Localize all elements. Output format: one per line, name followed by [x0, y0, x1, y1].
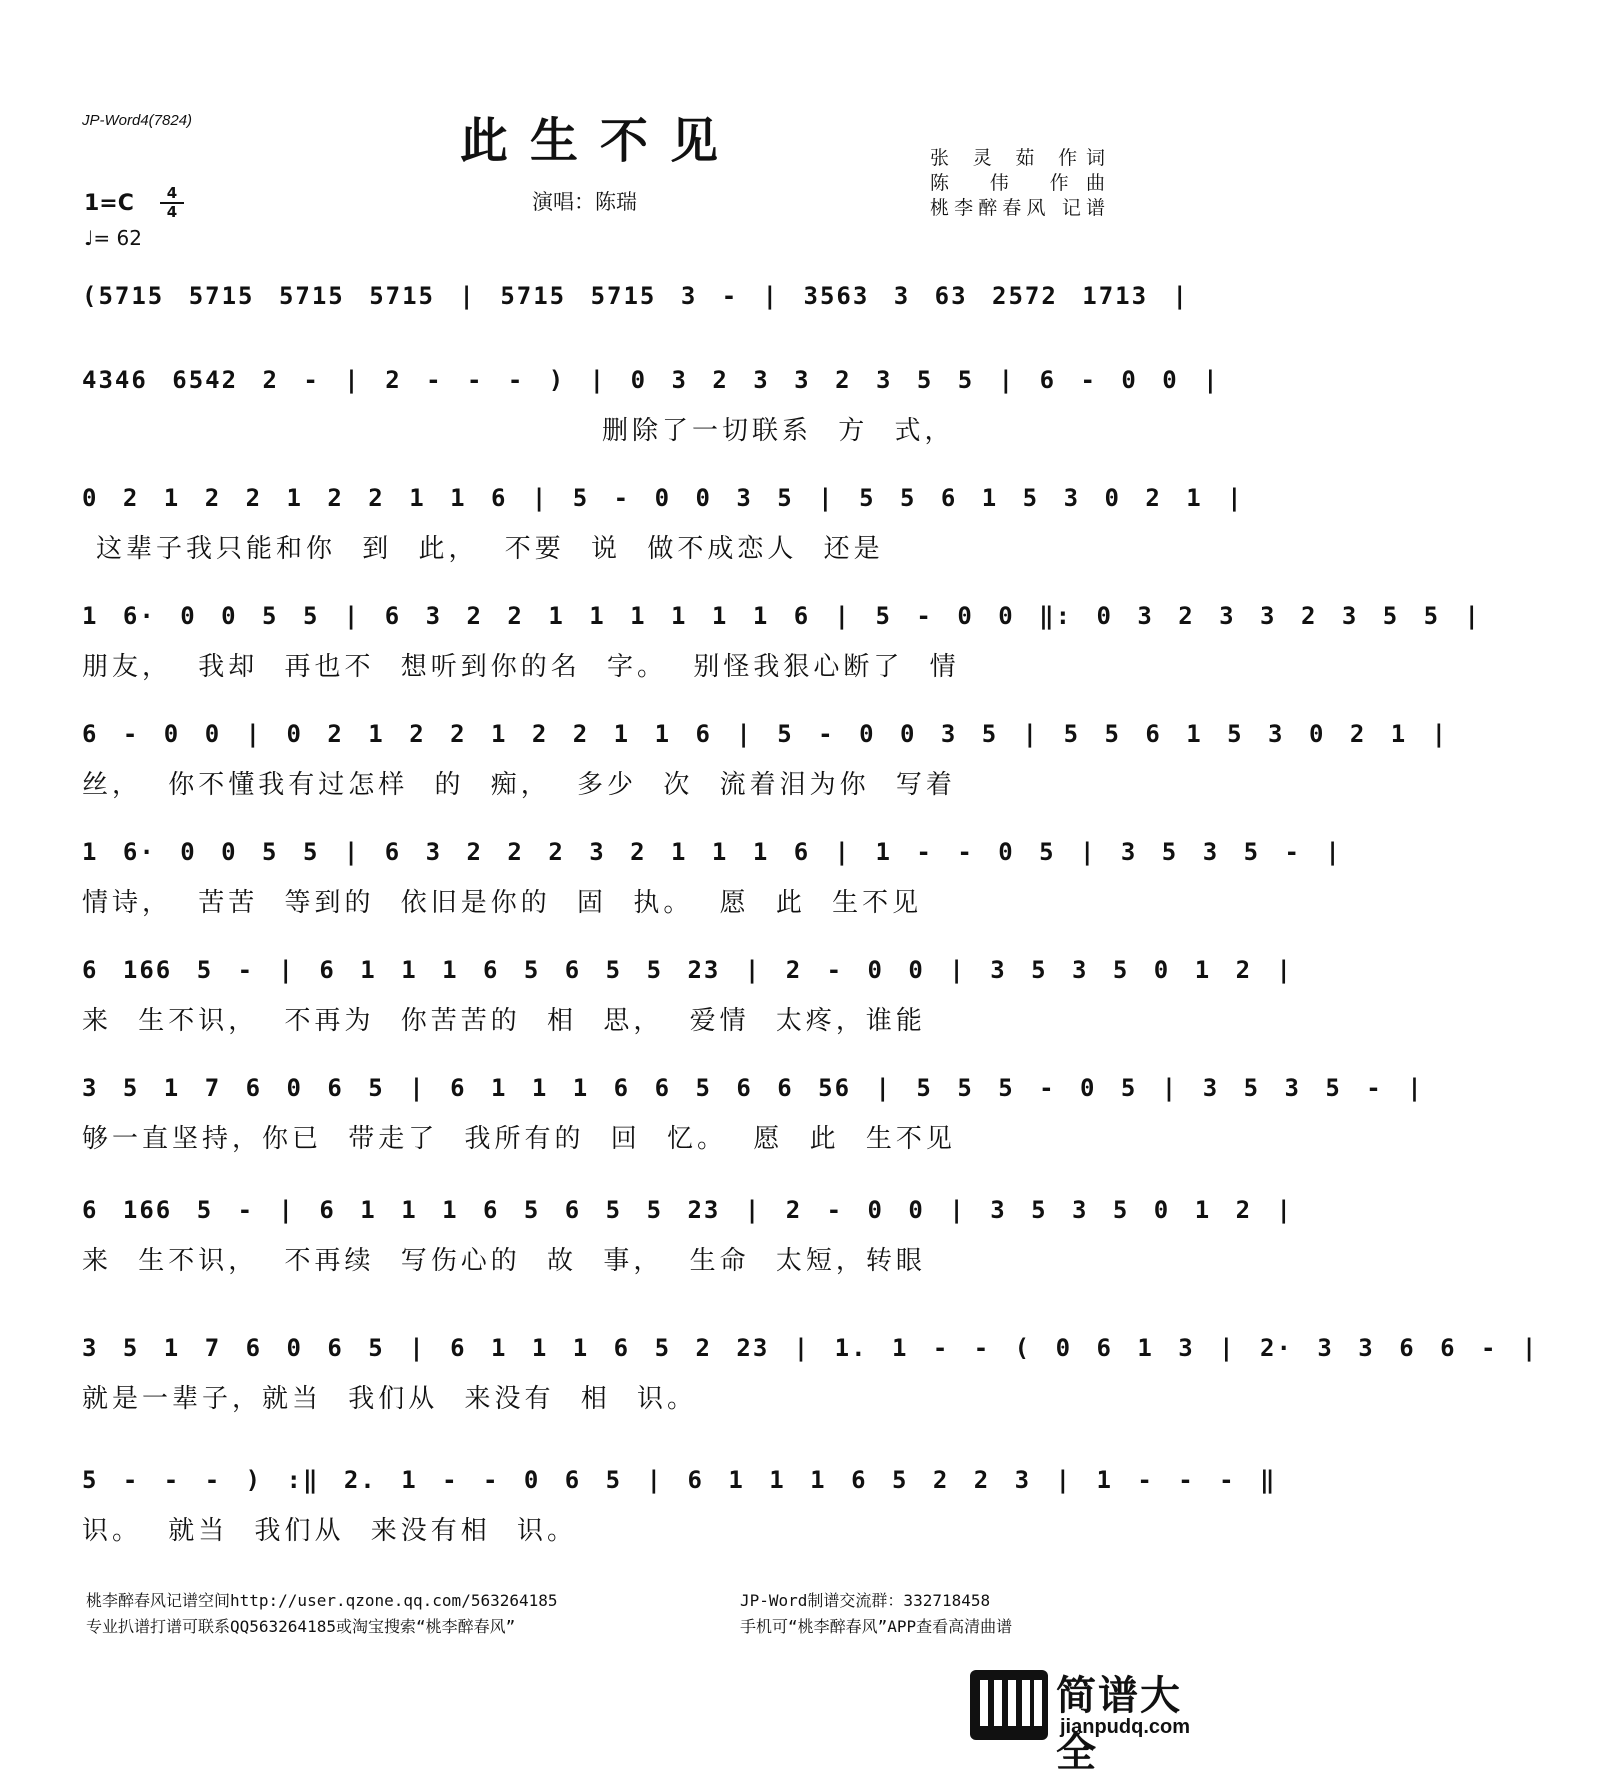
- lyricist-credit: 张 灵 茹 作词: [930, 147, 1105, 169]
- score-line-8-lyrics: 够一直坚持，你已 带走了 我所有的 回 忆。 愿 此 生不见: [82, 1124, 956, 1154]
- score-line-9-lyrics: 来 生不识， 不再续 写伤心的 故 事， 生命 太短，转眼: [82, 1246, 926, 1276]
- score-line-1-notes: (5715 5715 5715 5715 | 5715 5715 3 - | 3563 3 63 2572 1713 |: [82, 282, 1189, 310]
- site-logo[interactable]: [970, 1664, 1190, 1776]
- score-line-7-notes: 6 166 5 - | 6 1 1 1 6 5 6 5 5 23 | 2 - 0 0 | 3 5 3 5 0 1 2 |: [82, 956, 1293, 984]
- score-line-5-lyrics: 丝， 你不懂我有过怎样 的 痴， 多少 次 流着泪为你 写着: [82, 770, 956, 800]
- time-signature-bottom: 4: [166, 203, 178, 221]
- singer-credit: 演唱：陈瑞: [532, 190, 637, 214]
- score-line-4-lyrics: 朋友， 我却 再也不 想听到你的名 字。 别怪我狠心断了 情: [82, 652, 960, 682]
- score-line-10-lyrics: 就是一辈子，就当 我们从 来没有 相 识。: [82, 1384, 698, 1414]
- score-line-9-notes: 6 166 5 - | 6 1 1 1 6 5 6 5 5 23 | 2 - 0 0 | 3 5 3 5 0 1 2 |: [82, 1196, 1293, 1224]
- footer-qzone-link[interactable]: 桃李醉春风记谱空间http://user.qzone.qq.com/563264185: [86, 1591, 558, 1610]
- song-title: 此生不见: [459, 113, 740, 169]
- key-signature: 1=C: [84, 191, 134, 216]
- logo-url: jianpudq.com: [1060, 1716, 1190, 1738]
- score-line-6-lyrics: 情诗， 苦苦 等到的 依旧是你的 固 执。 愿 此 生不见: [82, 888, 923, 918]
- score-line-6-notes: 1 6· 0 0 5 5 | 6 3 2 2 2 3 2 1 1 1 6 | 1 - - 0 5 | 3 5 3 5 - |: [82, 838, 1342, 866]
- score-line-2-lyrics: 删除了一切联系 方 式，: [602, 416, 955, 446]
- logo-name: 简谱大全: [1056, 1673, 1182, 1776]
- credits-block: [930, 146, 1105, 221]
- score-line-5-notes: 6 - 0 0 | 0 2 1 2 2 1 2 2 1 1 6 | 5 - 0 0 3 5 | 5 5 6 1 5 3 0 2 1 |: [82, 720, 1449, 748]
- score-line-3-lyrics: 这辈子我只能和你 到 此， 不要 说 做不成恋人 还是: [96, 534, 884, 564]
- score-line-7-lyrics: 来 生不识， 不再为 你苦苦的 相 思， 爱情 太疼，谁能: [82, 1006, 926, 1036]
- score-line-10-notes: 3 5 1 7 6 0 6 5 | 6 1 1 1 6 5 2 23 | 1. 1 - - ( 0 6 1 3 | 2· 3 3 6 6 - |: [82, 1334, 1539, 1362]
- footer-app-note: 手机可“桃李醉春风”APP查看高清曲谱: [740, 1617, 1013, 1636]
- footer-contact: 专业扒谱打谱可联系QQ563264185或淘宝搜索“桃李醉春风”: [86, 1617, 516, 1636]
- score-line-8-notes: 3 5 1 7 6 0 6 5 | 6 1 1 1 6 6 5 6 6 56 | 5 5 5 - 0 5 | 3 5 3 5 - |: [82, 1074, 1424, 1102]
- score-line-11-lyrics: 识。 就当 我们从 来没有相 识。: [82, 1516, 578, 1546]
- tempo-mark: ♩= 62: [84, 226, 142, 250]
- composer-credit: 陈 伟 作曲: [930, 172, 1105, 194]
- footer-group: JP-Word制谱交流群：332718458: [740, 1591, 991, 1610]
- time-signature-top: 4: [166, 184, 178, 202]
- score-line-2-notes: 4346 6542 2 - | 2 - - - ) | 0 3 2 3 3 2 3 5 5 | 6 - 0 0 |: [82, 366, 1220, 394]
- transcriber-credit: 桃李醉春风 记谱: [930, 197, 1105, 219]
- software-label: JP-Word4(7824): [82, 112, 193, 129]
- time-signature: [160, 186, 184, 220]
- score-line-4-notes: 1 6· 0 0 5 5 | 6 3 2 2 1 1 1 1 1 1 6 | 5 - 0 0 ‖: 0 3 2 3 3 2 3 5 5 |: [82, 602, 1481, 630]
- piano-icon: [970, 1670, 1048, 1740]
- score-line-11-notes: 5 - - - ) :‖ 2. 1 - - 0 6 5 | 6 1 1 1 6 5 2 2 3 | 1 - - - ‖: [82, 1466, 1277, 1494]
- score-line-3-notes: 0 2 1 2 2 1 2 2 1 1 6 | 5 - 0 0 3 5 | 5 5 6 1 5 3 0 2 1 |: [82, 484, 1244, 512]
